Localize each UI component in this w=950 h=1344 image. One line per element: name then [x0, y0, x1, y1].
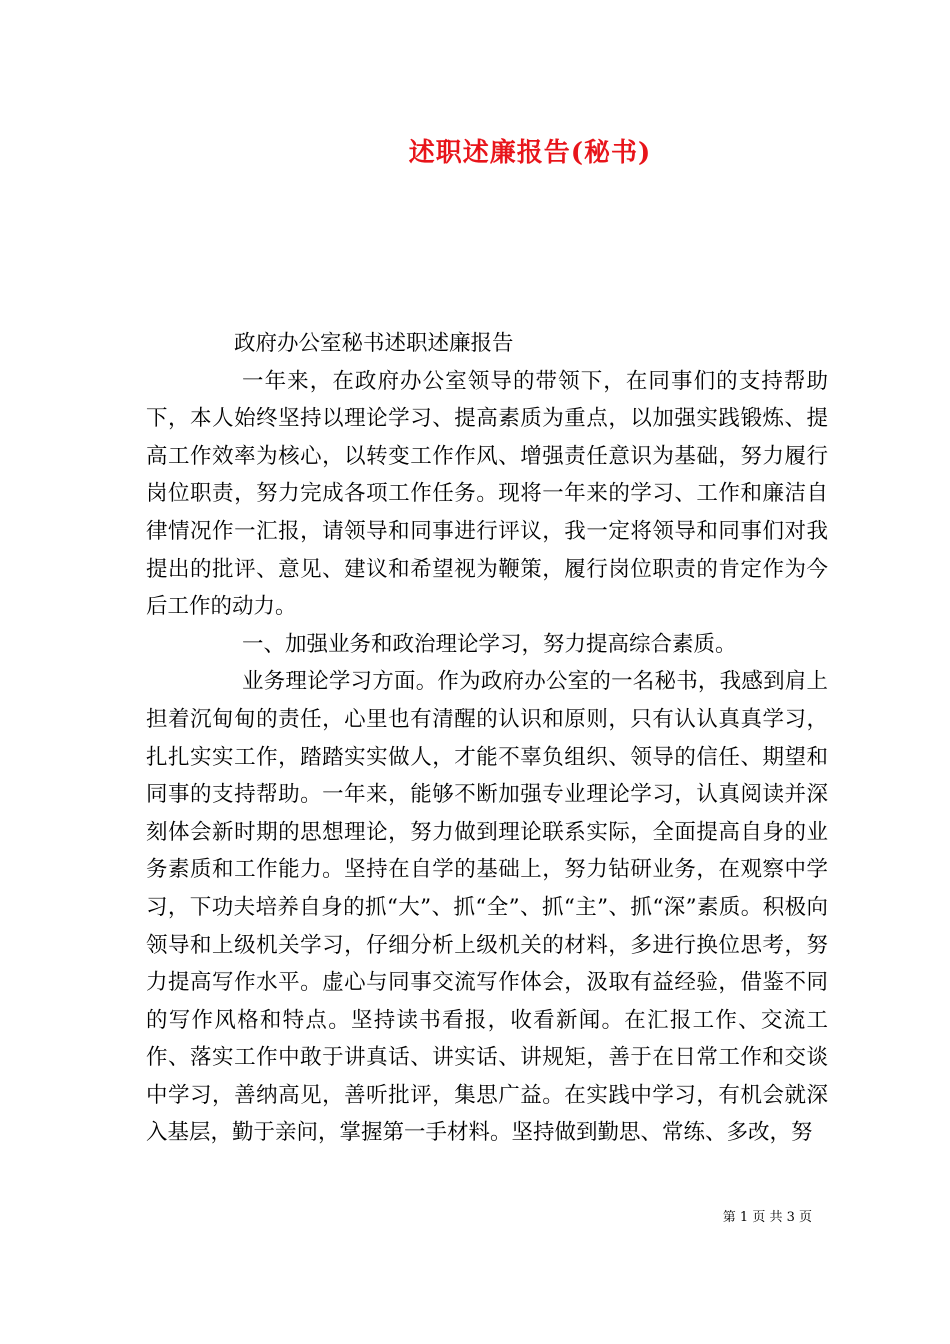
document-title: 述职述廉报告(秘书) — [408, 138, 652, 168]
section-heading-1: 一、加强业务和政治理论学习，努力提高综合素质。 — [242, 631, 737, 657]
report-heading: 政府办公室秘书述职述廉报告 — [234, 331, 514, 356]
paragraph-intro: 一年来，在政府办公室领导的带领下，在同事们的支持帮助下，本人始终坚持以理论学习、提高素质为重点，以加强实践锻炼、提高工作效率为核心，以转变工作作风、增强责任意识为基础，努力履行岗位职责，努力完成各项工作任务。现将一年来的学习、工作和廉洁自律情况作一汇报，请领导和同事进行评议，我一定将领导和同事们对我提出的批评、意见、建议和希望视为鞭策，履行岗位职责的肯定作为今后工作的动力。 — [146, 368, 828, 620]
paragraph-study: 业务理论学习方面。作为政府办公室的一名秘书，我感到肩上担着沉甸甸的责任，心里也有清醒的认识和原则，只有认认真真学习，扎扎实实工作，踏踏实实做人，才能不辜负组织、领导的信任、期望和同事的支持帮助。一年来，能够不断加强专业理论学习，认真阅读并深刻体会新时期的思想理论，努力做到理论联系实际，全面提高自身的业务素质和工作能力。坚持在自学的基础上，努力钻研业务，在观察中学习，下功夫培养自身的抓“大”、抓“全”、抓“主”、抓“深”素质。积极向领导和上级机关学习，仔细分析上级机关的材料，多进行换位思考，努力提高写作水平。虚心与同事交流写作体会，汲取有益经验，借鉴不同的写作风格和特点。坚持读书看报，收看新闻。在汇报工作、交流工作、落实工作中敢于讲真话、讲实话、讲规矩，善于在日常工作和交谈中学习，善纳高见，善听批评，集思广益。在实践中学习，有机会就深入基层，勤于亲问，掌握第一手材料。坚持做到勤思、常练、多改，努 — [146, 669, 828, 1146]
page-number: 第 1 页 共 3 页 — [722, 1210, 812, 1225]
document-body — [146, 325, 828, 1152]
